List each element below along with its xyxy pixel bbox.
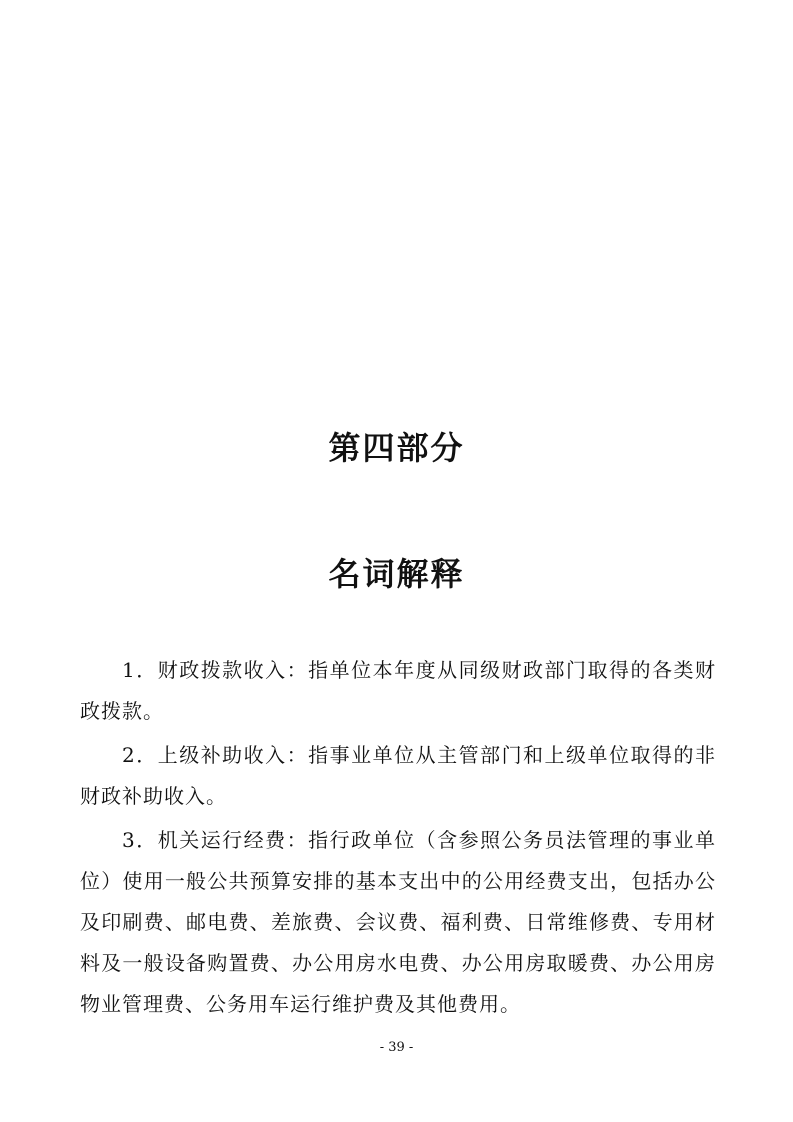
paragraph-agency-operating-expenses: 3．机关运行经费：指行政单位（含参照公务员法管理的事业单位）使用一般公共预算安排的基本支出中的公用经费支出，包括办公及印刷费、邮电费、差旅费、会议费、福利费、日常维修费、专用材料及一般设备购置费、办公用房水电费、办公用房取暖费、办公用房物业管理费、公务用车运行维护费及其他费用。 (80, 828, 716, 1016)
page-number: - 39 - (379, 1040, 414, 1055)
paragraph-fiscal-appropriation-income: 1．财政拨款收入：指单位本年度从同级财政部门取得的各类财政拨款。 (80, 658, 716, 723)
body-text (80, 650, 716, 1028)
section-title: 名词解释 (328, 555, 465, 593)
paragraph-superior-subsidy-income: 2．上级补助收入：指事业单位从主管部门和上级单位取得的非财政补助收入。 (80, 743, 716, 808)
part-title: 第四部分 (328, 429, 465, 467)
